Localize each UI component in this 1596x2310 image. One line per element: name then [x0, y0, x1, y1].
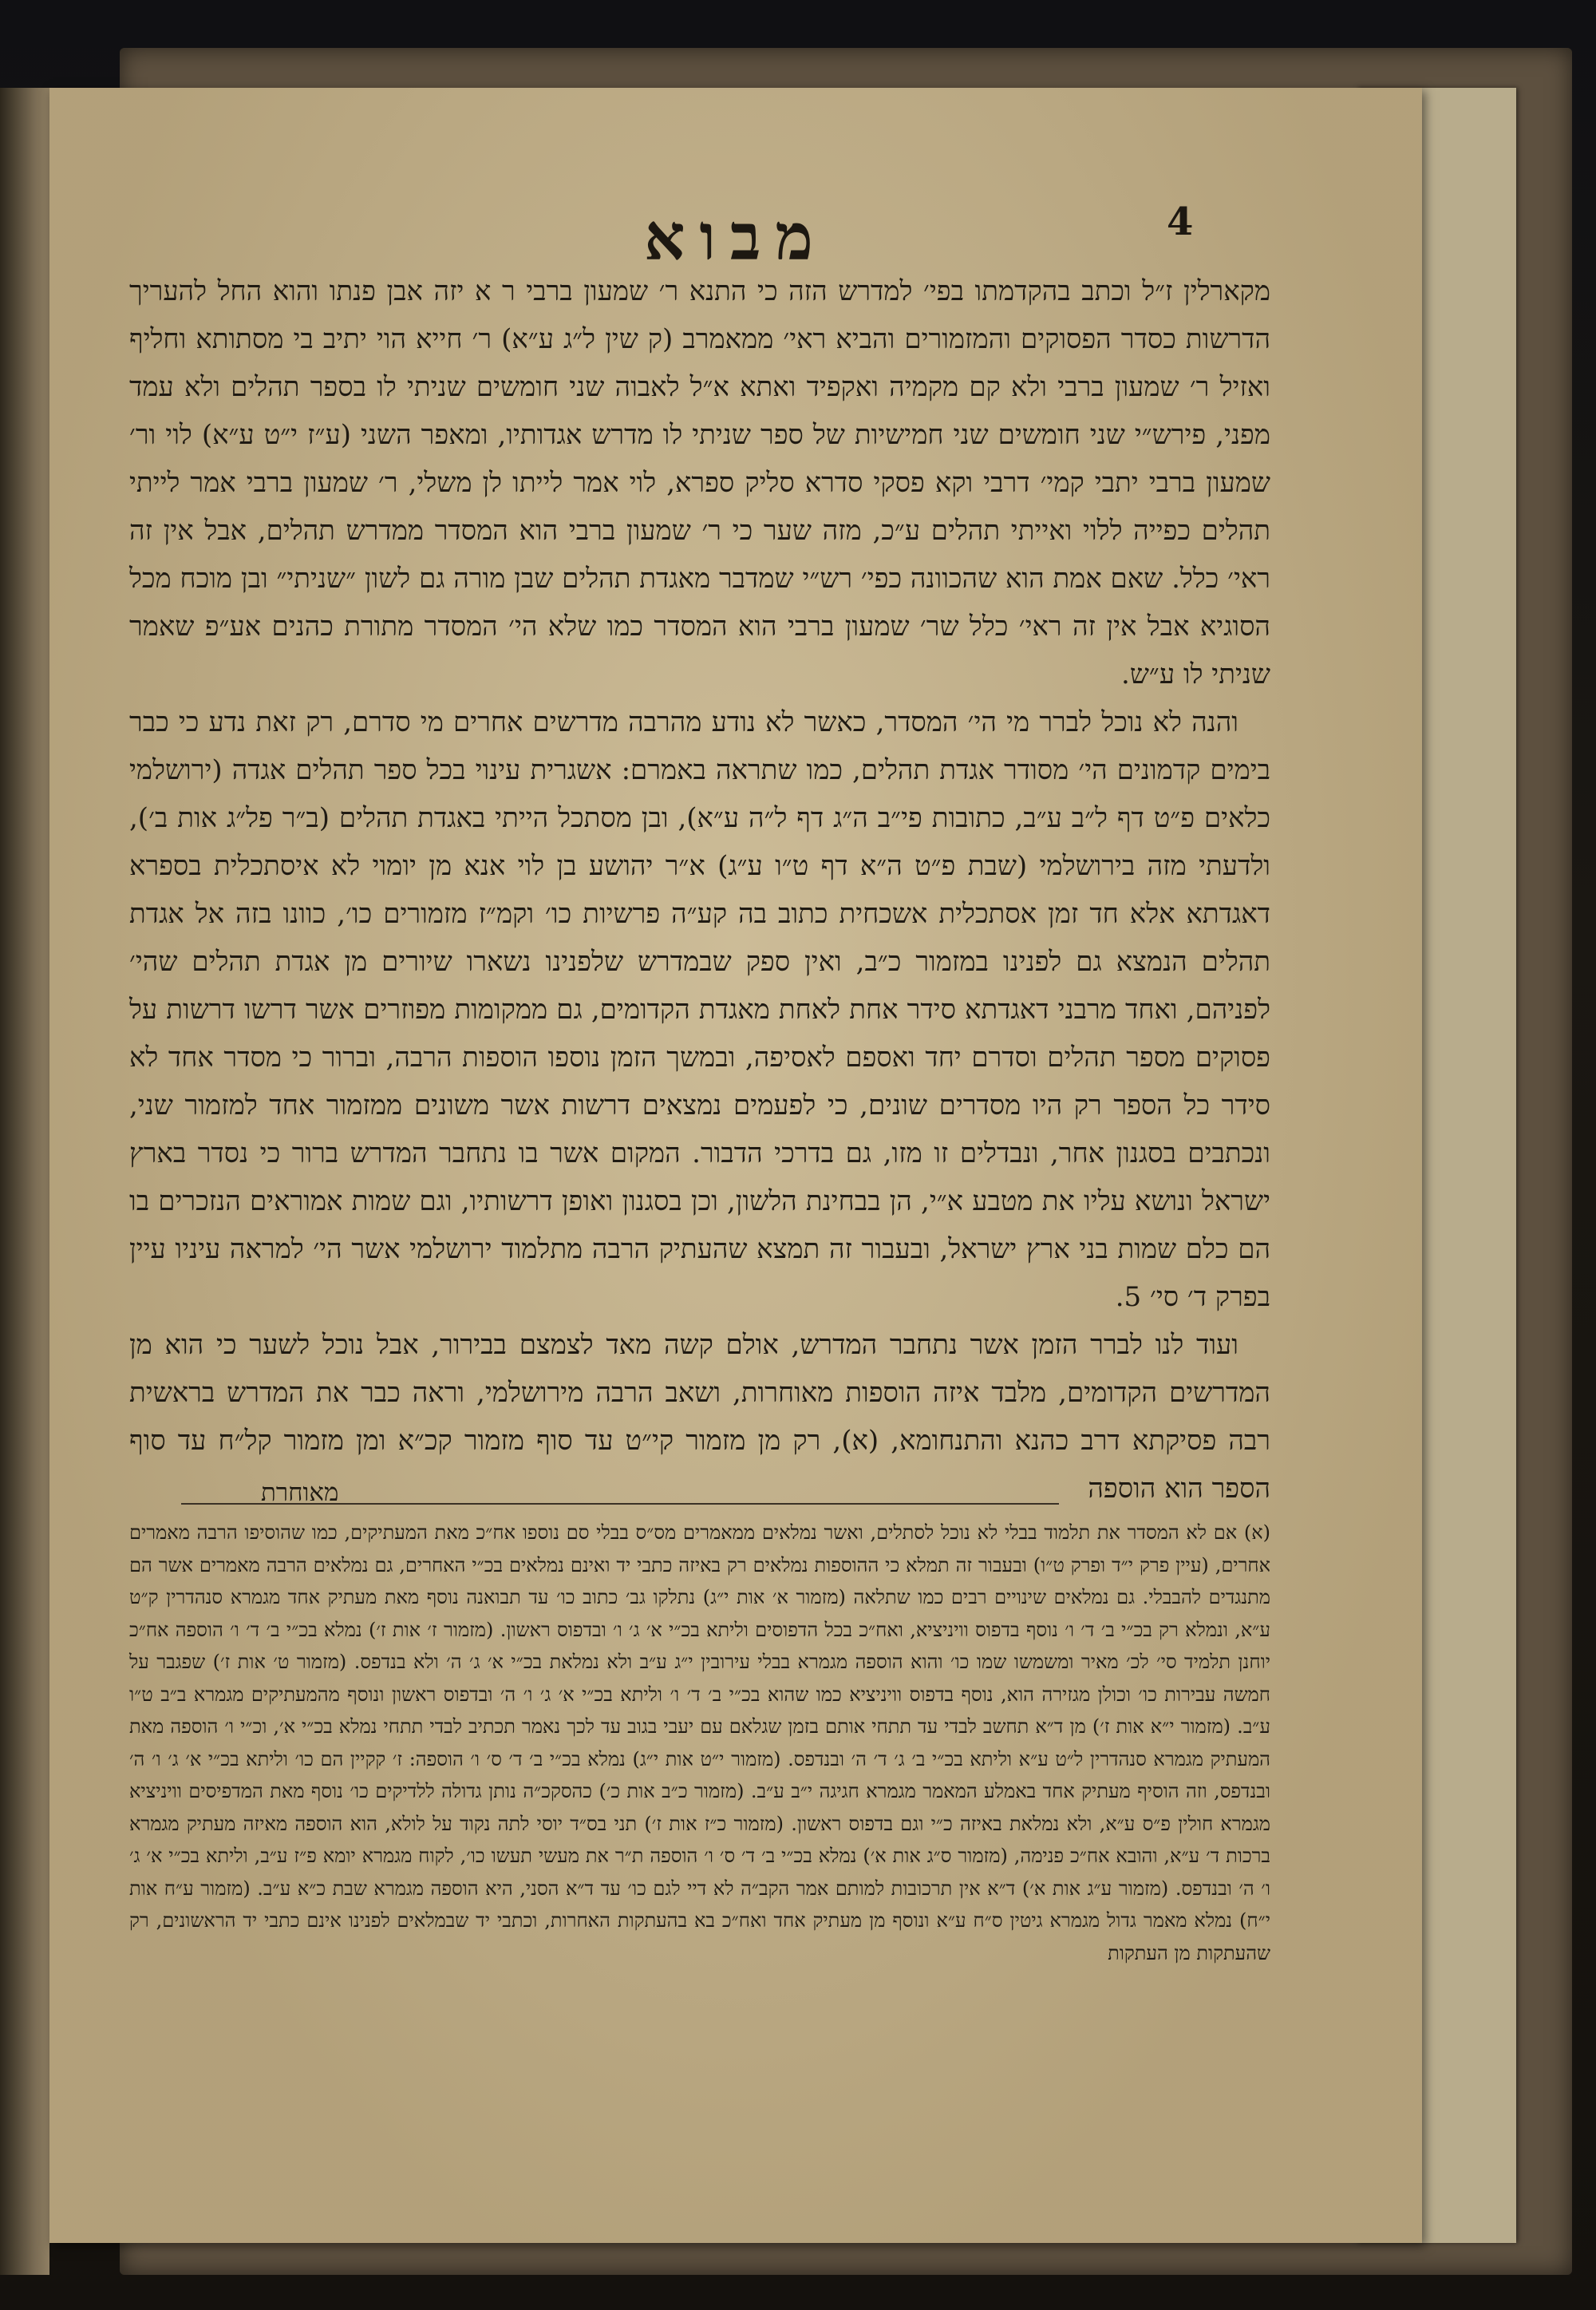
footnote-divider [181, 1503, 1059, 1505]
main-text [129, 267, 1270, 1513]
footnote: (א) אם לא המסדר את תלמוד בבלי לא נוכל לסתלים, ואשר נמלאים ממאמרים מס״ס בבלי סם נוספו אח״כ מאת המעתיקים, כמו שהוסיפו הרבה מאמרים אחרים, (עיין פרק י״ד ופרק ט״ו) ובעבור זה תמלא כי ההוספות נמלאים רק באיזה כתבי יד ואינם נמלאים בכ״י האחרים, גם נמלאים הרבה מאמרים אשר הם מתנגדים להבבלי. גם נמלאים שינויים רבים כמו שתלאה (מזמור א׳ אות י״ג) נתלקו גב׳ כתוב כו׳ עד תבואנה נוסף מאת מעתיק אחד מגמרא סנהדרין ק״ט ע״א, ונמלא רק בכ״י ב׳ ד׳ ו׳ נוסף בדפוס וויניציא, ואח״כ בכל הדפוסים וליתא בכ״י א׳ ג׳ ו׳ ובדפוס ראשון. (מזמור ז׳ אות ז׳) נמלא בכ״י ב׳ ד׳ ו׳ הוספה אח״כ יוחנן תלמיד סי׳ לכ׳ מאיר ומשמשו שמו כו׳ והוא הוספה מגמרא בבלי עירובין י״ג ע״ב ולא נמלאת בכ״י א׳ ג׳ ה׳ ולא בנדפס. (מזמור ט׳ אות ז׳) שפגבר על חמשה עבירות כו׳ וכולן מגזירה הוא, נוסף בדפוס וויניציא כמו שהוא בכ״י ב׳ ד׳ ו׳ וליתא בכ״י א׳ ג׳ ו׳ ה׳ ובדפוס ראשון ונוסף מהמעתיקים מגמרא ב״ב ט״ו ע״ב. (מזמור י״א אות ז׳) מן ד״א תחשב לבדי עד תתחי אותם בזמן שגלאם עם יעבי בגוב עד לכך נאמר תכתיב לבדי תתחי נמלא בכ״י א׳, וכ״י ו׳ הוספה מאת המעתיק מגמרא סנהדרין ל״ט ע״א וליתא בכ״י ב׳ ג׳ ד׳ ה׳ ובנדפס. (מזמור י״ט אות י״ג) נמלא בכ״י ב׳ ד׳ ס׳ ו׳ הוספה: ז׳ קקיין הם כו׳ וליתא בכ״י א׳ ג׳ ו׳ ה׳ ובנדפס, וזה הוסיף מעתיק אחד באמלע המאמר מגמרא חגיגה י״ב ע״ב. (מזמור כ״ב אות כ׳) כהסקכ״ה נותן גדולה ללדיקים כו׳ נוסף מאת המדפיסים וויניציא מגמרא חולין פ״ס ע״א, ולא נמלאת באיזה כ״י וגם בדפוס ראשון. (מזמור כ״ז אות ז׳) תני בס״ד יוסי לתה נקוד על לולא, הוא הוספה מאיזה מעתיק מגמרא ברכות ד׳ ע״א, והובא אח״כ פנימה, (מזמור ס״ג אות א׳) נמלא בכ״י ב׳ ד׳ ס׳ ו׳ הוספה ת״ר את מעשי תעשו כו׳, לקוח מגמרא יומא פ״ז ע״ב, וליתא בכ״י א׳ ג׳ ו׳ ה׳ ובנדפס. (מזמור ע״ג אות א׳) ד״א אין תרכובות למותם אמר הקב״ה לא דיי לגם כו׳ עד ד״א הסני, היא הוספה מגמרא שבת כ״א ע״ב. (מזמור ע״ח אות י״ח) נמלא מאמר גדול מגמרא גיטין ס״ח ע״א ונוסף מן מעתיק אחד ואח״כ בא בהעתקות האחרות, וכתבי יד שבמלאים לפנינו אינם כתבי יד הראשונים, רק שהעתקות מן העתקות [129, 1521, 1271, 1964]
page-title: מבוא [644, 200, 828, 275]
page-number: 4 [1167, 200, 1194, 244]
body-paragraph: ועוד לנו לברר הזמן אשר נתחבר המדרש, אולם קשה מאד לצמצם בבירור, אבל נוכל לשער כי הוא מן המדרשים הקדומים, מלבד איזה הוספות מאוחרות, ושאב הרבה מירושלמי, וראה כבר את המדרש בראשית רבה פסיקתא דרב כהנא והתנחומא, (א), רק מן מזמור קי״ט עד סוף מזמור קכ״א ומן מזמור קל״ח עד סוף הספר הוא הוספה [129, 1329, 1270, 1505]
body-paragraph: והנה לא נוכל לברר מי הי׳ המסדר, כאשר לא נודע מהרבה מדרשים אחרים מי סדרם, רק זאת נדע כי כבר בימים קדמונים הי׳ מסודר אגדת תהלים, כמו שתראה באמרם: אשגרית עינוי בכל ספר תהלים אגדה (ירושלמי כלאים פ״ט דף ל״ב ע״ב, כתובות פי״ב ה״ג דף ל״ה ע״א), ובן מסתכל הייתי באגדת תהלים (ב״ר פל״ג אות ב׳), ולדעתי מזה בירושלמי (שבת פ״ט ה״א דף ט״ו ע״ג) א״ר יהושע בן לוי אנא מן יומוי לא איסתכלית בספרא דאגדתא אלא חד זמן אסתכלית אשכחית כתוב בה קע״ה פרשיות כו׳ וקמ״ז מזמורים כו׳, כוונו בזה אל אגדת תהלים הנמצא גם לפנינו במזמור כ״ב, ואין ספק שבמדרש שלפנינו נשארו שיורים מן אגדת תהלים שהי׳ לפניהם, ואחד מרבני דאגדתא סידר אחת לאחת מאגדת הקדומים, גם ממקומות מפוזרים אשר דרשו דרשות על פסוקים מספר תהלים וסדרם יחד ואספם לאסיפה, ובמשך הזמן נוספו הוספות הרבה, וברור כי מסדר אחד לא סידר כל הספר רק היו מסדרים שונים, כי לפעמים נמצאים דרשות אשר משונים ממזמור אחד למזמור שני, ונכתבים בסגנון אחר, ונבדלים זו מזו, גם בדרכי הדבור. המקום אשר בו נתחבר המדרש ברור כי נסדר בארץ ישראל ונושא עליו את מטבע א״י, הן בבחינת הלשון, וכן בסגנון ואופן דרשותיו, וגם שמות אמוראים הנזכרים בו הם כלם שמות בני ארץ ישראל, ובעבור זה תמצא שהעתיק הרבה מתלמוד ירושלמי אשר הי׳ למראה עיניו עיין בפרק ד׳ סי׳ 5. [129, 706, 1270, 1313]
book-page [49, 88, 1422, 2243]
body-paragraph: מקארלין ז״ל וכתב בהקדמתו בפי׳ למדרש הזה כי התנא ר׳ שמעון ברבי ר א יזה אבן פנתו והוא החל להעריך הדרשות כסדר הפסוקים והמזמורים והביא ראי׳ ממאמרב (ק שין ל״ג ע״א) ר׳ חייא הוי יתיב בי מסתותא וחליף ואזיל ר׳ שמעון ברבי ולא קם מקמיה ואקפיד ואתא א״ל לאבוה שני חומשים שניתי לו בספר תהלים ולא עמד מפני, פירש״י שני חומשים שני חמישיות של ספר שניתי לו מדרש אגדותיו, ומאפר השני (ע״ז י״ט ע״א) לוי ור׳ שמעון ברבי יתבי קמי׳ דרבי וקא פסקי סדרא סליק ספרא, לוי אמר לייתו לן משלי, ר׳ שמעון ברבי אמר לייתי תהלים כפייה ללוי ואייתי תהלים ע״כ, מזה שער כי ר׳ שמעון ברבי הוא המסדר ממדרש תהלים, אבל אין זה ראי׳ כלל. שאם אמת הוא שהכוונה כפי׳ רש״י שמדבר מאגדת תהלים שבן מורה גם לשון ״שניתי״ ובן מוכח מכל הסוגיא אבל אין זה ראי׳ כלל שר׳ שמעון ברבי הוא המסדר כמו שלא הי׳ המסדר מתורת כהנים אע״פ שאמר שניתי לו ע״ש. [129, 275, 1270, 690]
catchword: מאוחרת [261, 1478, 339, 1507]
facing-page-edge [0, 88, 49, 2275]
